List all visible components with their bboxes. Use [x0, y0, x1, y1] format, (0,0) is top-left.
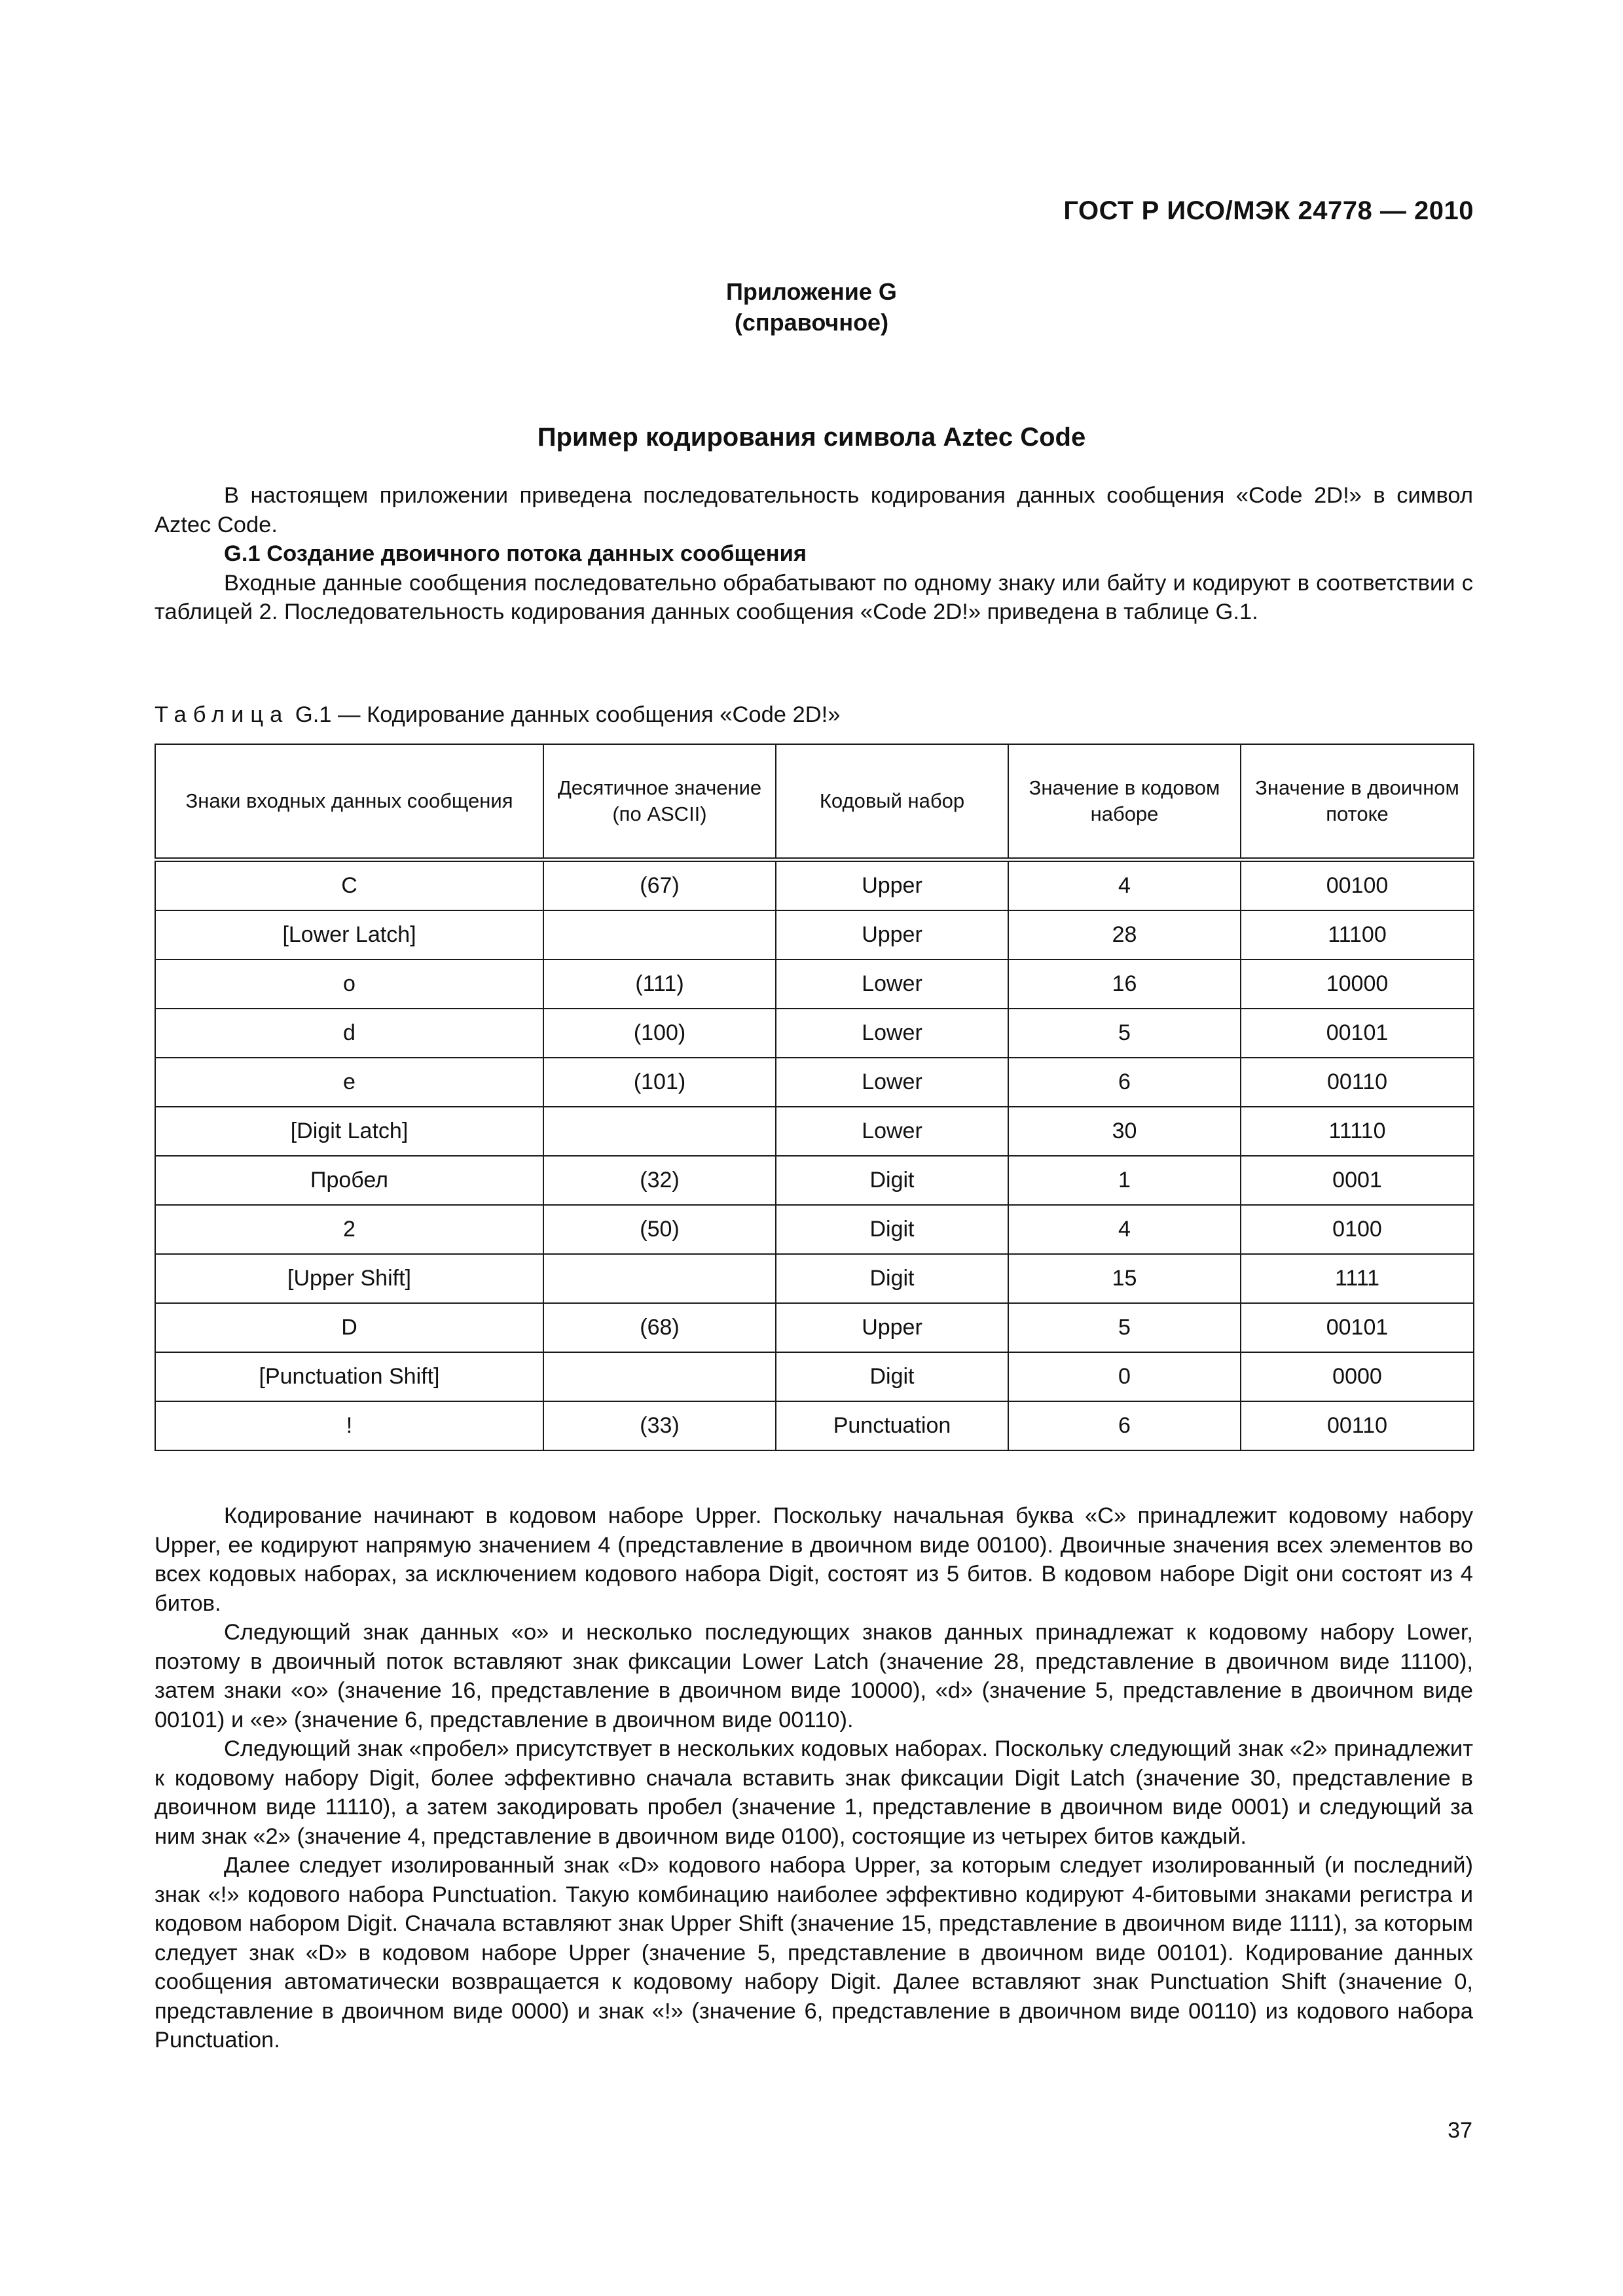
table-cell: (68) [543, 1303, 776, 1352]
table-cell: (67) [543, 860, 776, 911]
table-cell: 0001 [1241, 1156, 1474, 1205]
table-cell: Digit [776, 1254, 1008, 1303]
page-title: Пример кодирования символа Aztec Code [537, 423, 1086, 452]
table-cell: 30 [1008, 1107, 1241, 1156]
table-cell: e [155, 1058, 543, 1107]
table-cell: 5 [1008, 1303, 1241, 1352]
column-header-binary: Значение в двоичном потоке [1241, 744, 1474, 860]
table-cell: 10000 [1241, 960, 1474, 1009]
table-cell: 00110 [1241, 1401, 1474, 1450]
table-cell: Lower [776, 1058, 1008, 1107]
table-cell: 0100 [1241, 1205, 1474, 1254]
column-header-decimal: Десятичное значение (по ASCII) [543, 744, 776, 860]
table-cell: Upper [776, 910, 1008, 960]
section-heading: G.1 Создание двоичного потока данных сообщения [224, 541, 807, 566]
table-row [155, 1303, 1474, 1352]
table-cell: (100) [543, 1009, 776, 1058]
table-cell: Lower [776, 1009, 1008, 1058]
table-cell: (111) [543, 960, 776, 1009]
column-header-code-set: Кодовый набор [776, 744, 1008, 860]
page-number: 37 [1448, 2118, 1472, 2143]
table-caption-prefix: Таблица [155, 702, 289, 727]
table-cell: (32) [543, 1156, 776, 1205]
table-row [155, 1254, 1474, 1303]
column-header-input-chars: Знаки входных данных сообщения [155, 744, 543, 860]
table-cell: 5 [1008, 1009, 1241, 1058]
table-cell: Пробел [155, 1156, 543, 1205]
table-cell: [Upper Shift] [155, 1254, 543, 1303]
table-cell: 0 [1008, 1352, 1241, 1401]
table-cell: [Digit Latch] [155, 1107, 543, 1156]
body-paragraph: Следующий знак «пробел» присутствует в нескольких кодовых наборах. Поскольку следующий знак «2» принадлежит к кодовому набору Digit, более эффективно сначала вставить знак фиксации Digit Latch (значение 30, представление в двоичном виде 11110), а затем закодировать пробел (значение 1, представление в двоичном виде 0001) и следующий за ним знак «2» (значение 4, представление в двоичном виде 0100), состоящие из четырех битов каждый. [155, 1736, 1473, 1849]
table-cell: ! [155, 1401, 543, 1450]
table-cell: (33) [543, 1401, 776, 1450]
table-cell: Lower [776, 1107, 1008, 1156]
table-cell: d [155, 1009, 543, 1058]
table-cell: 6 [1008, 1058, 1241, 1107]
table-header-row [155, 744, 1474, 860]
intro-paragraph: В настоящем приложении приведена последовательность кодирования данных сообщения «Code 2D!» в символ Aztec Code. [155, 483, 1473, 537]
table-cell: 1111 [1241, 1254, 1474, 1303]
table-cell: 2 [155, 1205, 543, 1254]
appendix-type: (справочное) [734, 309, 889, 336]
table-cell: 00101 [1241, 1009, 1474, 1058]
table-row [155, 1058, 1474, 1107]
table-cell: D [155, 1303, 543, 1352]
table-cell: 00110 [1241, 1058, 1474, 1107]
appendix-label: Приложение G [726, 278, 897, 305]
table-row [155, 1352, 1474, 1401]
table-cell: 1 [1008, 1156, 1241, 1205]
table-cell: (50) [543, 1205, 776, 1254]
standard-designation: ГОСТ Р ИСО/МЭК 24778 — 2010 [1063, 196, 1474, 225]
table-cell: 00101 [1241, 1303, 1474, 1352]
table-cell [543, 910, 776, 960]
table-cell: Upper [776, 1303, 1008, 1352]
table-cell: 16 [1008, 960, 1241, 1009]
table-cell [543, 1107, 776, 1156]
intro-paragraph: Входные данные сообщения последовательно обрабатывают по одному знаку или байту и кодируют в соответствии с таблицей 2. Последовательность кодирования данных сообщения «Code 2D!» приведена в таблице G.1. [155, 570, 1473, 624]
table-cell: 00100 [1241, 860, 1474, 911]
table-cell [543, 1254, 776, 1303]
table-cell: [Lower Latch] [155, 910, 543, 960]
table-cell: [Punctuation Shift] [155, 1352, 543, 1401]
table-cell: 6 [1008, 1401, 1241, 1450]
column-header-value: Значение в кодовом наборе [1008, 744, 1241, 860]
table-row [155, 860, 1474, 911]
table-caption-text: G.1 — Кодирование данных сообщения «Code 2D!» [289, 702, 841, 727]
table-cell: 4 [1008, 1205, 1241, 1254]
intro-text [155, 481, 1473, 627]
appendix-heading [0, 276, 1623, 338]
table-cell: 28 [1008, 910, 1241, 960]
table-caption [155, 702, 840, 728]
body-paragraph: Далее следует изолированный знак «D» кодового набора Upper, за которым следует изолированный (и последний) знак «!» кодового набора Punctuation. Такую комбинацию наиболее эффективно кодируют 4-битовыми знаками регистра и кодовом набором Digit. Сначала вставляют знак Upper Shift (значение 15, представление в двоичном виде 1111), за которым следует знак «D» в кодовом наборе Upper (значение 5, представление в двоичном виде 00101). Кодирование данных сообщения автоматически возвращается к кодовому набору Digit. Далее вставляют знак Punctuation Shift (значение 0, представление в двоичном виде 0000) и знак «!» (значение 6, представление в двоичном виде 00110) из кодового набора Punctuation. [155, 1853, 1473, 2053]
table-row [155, 1107, 1474, 1156]
table-cell: Digit [776, 1352, 1008, 1401]
body-text [155, 1501, 1473, 2055]
table-row [155, 1156, 1474, 1205]
table-cell: 11100 [1241, 910, 1474, 960]
table-cell: Digit [776, 1205, 1008, 1254]
table-row [155, 1205, 1474, 1254]
table-row [155, 1401, 1474, 1450]
table-cell: o [155, 960, 543, 1009]
table-cell: 15 [1008, 1254, 1241, 1303]
table-row [155, 910, 1474, 960]
encoding-table [155, 744, 1474, 1451]
table-cell: 11110 [1241, 1107, 1474, 1156]
body-paragraph: Кодирование начинают в кодовом наборе Upper. Поскольку начальная буква «C» принадлежит кодовому набору Upper, ее кодируют напрямую значением 4 (представление в двоичном виде 00100). Двоичные значения всех элементов во всех кодовых наборах, за исключением кодового набора Digit, состоят из 5 битов. В кодовом наборе Digit они состоят из 4 битов. [155, 1503, 1473, 1616]
table-cell: 0000 [1241, 1352, 1474, 1401]
table-cell: Punctuation [776, 1401, 1008, 1450]
table-cell: 4 [1008, 860, 1241, 911]
table-row [155, 960, 1474, 1009]
body-paragraph: Следующий знак данных «o» и несколько последующих знаков данных принадлежат к кодовому набору Lower, поэтому в двоичный поток вставляют знак фиксации Lower Latch (значение 28, представление в двоичном виде 11100), затем знаки «o» (значение 16, представление в двоичном виде 10000), «d» (значение 5, представление в двоичном виде 00101) и «e» (значение 6, представление в двоичном виде 00110). [155, 1620, 1473, 1732]
table-cell: Lower [776, 960, 1008, 1009]
table-cell [543, 1352, 776, 1401]
table-row [155, 1009, 1474, 1058]
table-cell: Digit [776, 1156, 1008, 1205]
table-cell: C [155, 860, 543, 911]
table-cell: Upper [776, 860, 1008, 911]
table-cell: (101) [543, 1058, 776, 1107]
